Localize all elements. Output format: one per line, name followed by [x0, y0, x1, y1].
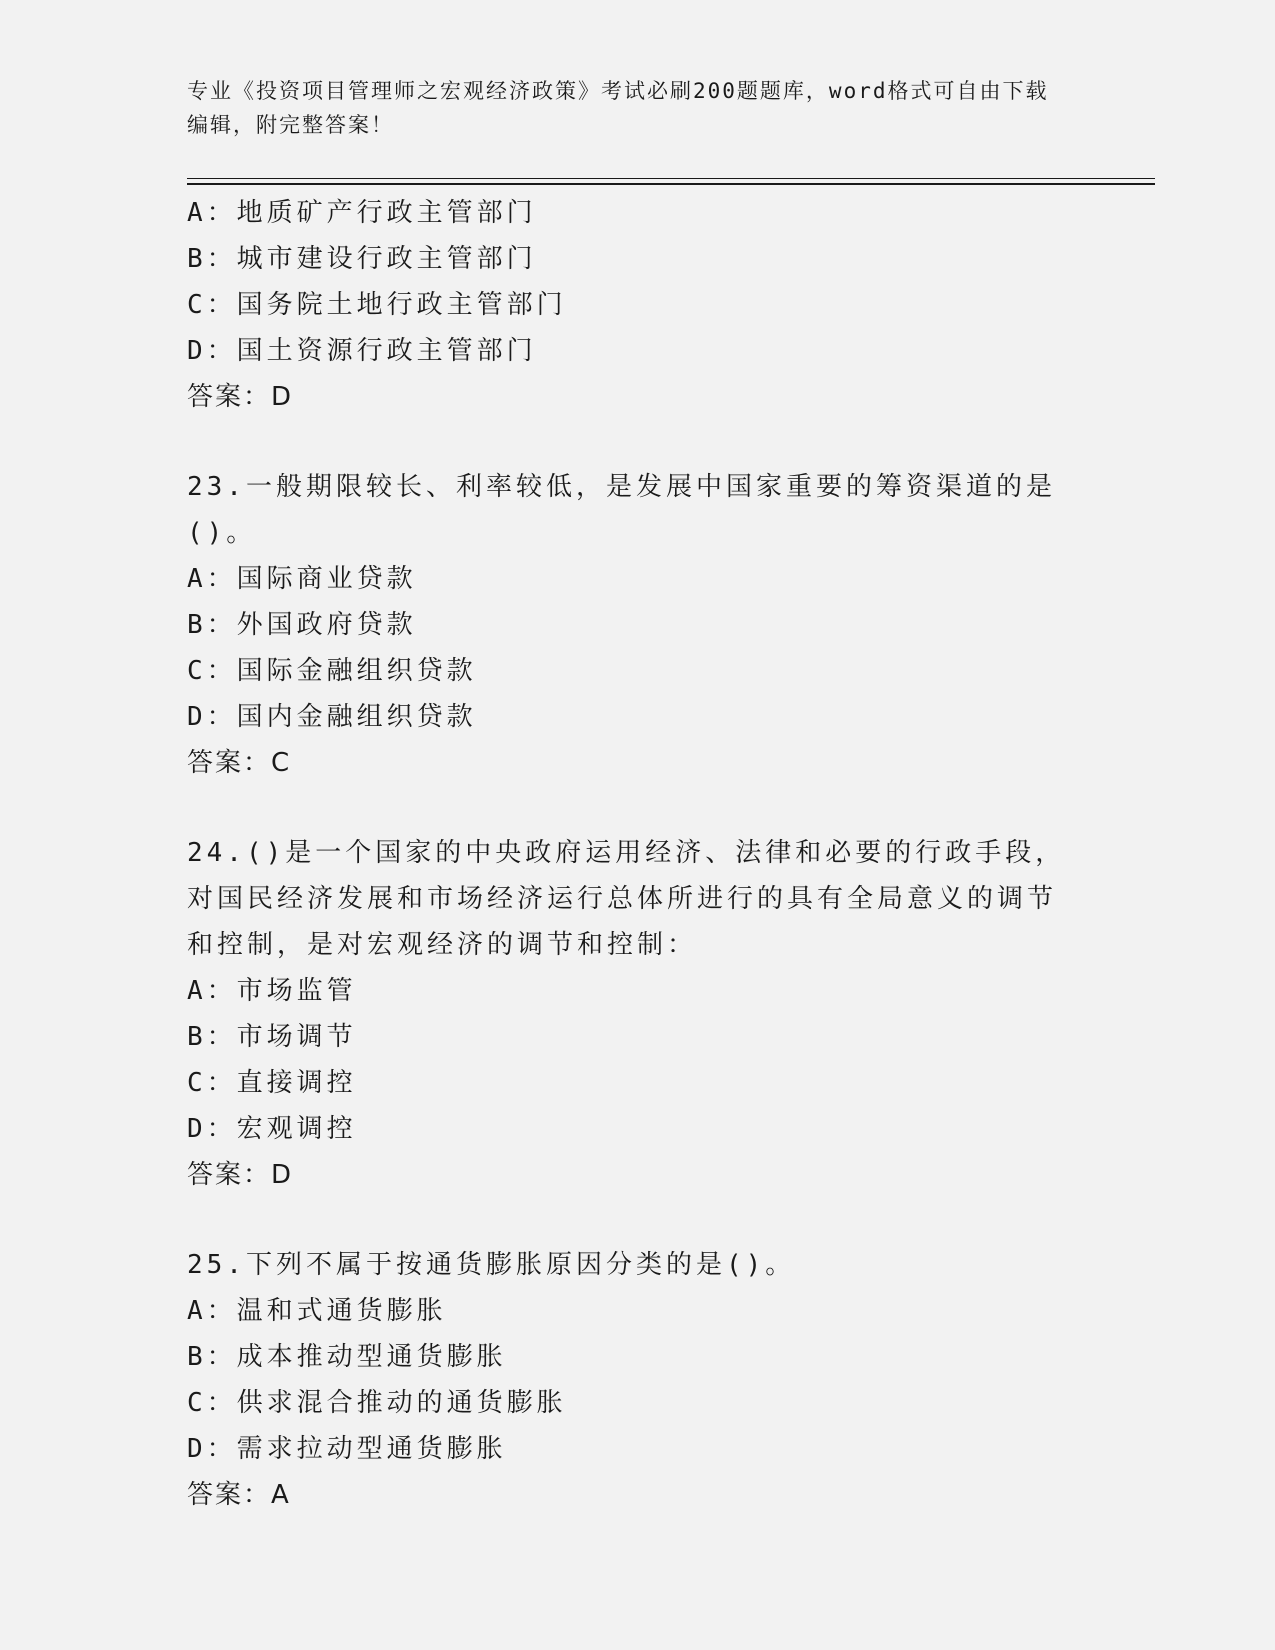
option-d: D：需求拉动型通货膨胀 [187, 1434, 507, 1464]
question-stem: 23.一般期限较长、利率较低，是发展中国家重要的筹资渠道的是()。 [187, 472, 1056, 548]
document-header: 专业《投资项目管理师之宏观经济政策》考试必刷200题题库，word格式可自由下载编辑，附完整答案！ [187, 79, 1049, 137]
option-c: C：国务院土地行政主管部门 [187, 290, 567, 320]
question-stem: 25.下列不属于按通货膨胀原因分类的是()。 [187, 1250, 796, 1280]
option-a: A：地质矿产行政主管部门 [187, 198, 537, 228]
option-d: D：宏观调控 [187, 1114, 357, 1144]
option-d: D：国内金融组织贷款 [187, 702, 477, 732]
question-24 [187, 830, 1087, 1198]
answer: 答案：C [187, 748, 292, 778]
option-c: C：供求混合推动的通货膨胀 [187, 1388, 567, 1418]
option-b: B：外国政府贷款 [187, 610, 417, 640]
answer: 答案：A [187, 1480, 291, 1510]
question-23 [187, 464, 1087, 786]
option-b: B：市场调节 [187, 1022, 357, 1052]
header-divider-bottom [187, 183, 1155, 185]
option-c: C：国际金融组织贷款 [187, 656, 477, 686]
question-22 [187, 190, 1087, 420]
option-b: B：成本推动型通货膨胀 [187, 1342, 507, 1372]
option-b: B：城市建设行政主管部门 [187, 244, 537, 274]
question-25 [187, 1242, 1087, 1518]
option-a: A：市场监管 [187, 976, 357, 1006]
question-list [187, 190, 1087, 1518]
option-d: D：国土资源行政主管部门 [187, 336, 537, 366]
answer: 答案：D [187, 1160, 294, 1190]
option-c: C：直接调控 [187, 1068, 357, 1098]
question-stem: 24.()是一个国家的中央政府运用经济、法律和必要的行政手段，对国民经济发展和市场经济运行总体所进行的具有全局意义的调节和控制，是对宏观经济的调节和控制： [187, 838, 1066, 960]
option-a: A：温和式通货膨胀 [187, 1296, 447, 1326]
header-divider-top [187, 178, 1155, 179]
answer: 答案：D [187, 382, 294, 412]
option-a: A：国际商业贷款 [187, 564, 417, 594]
